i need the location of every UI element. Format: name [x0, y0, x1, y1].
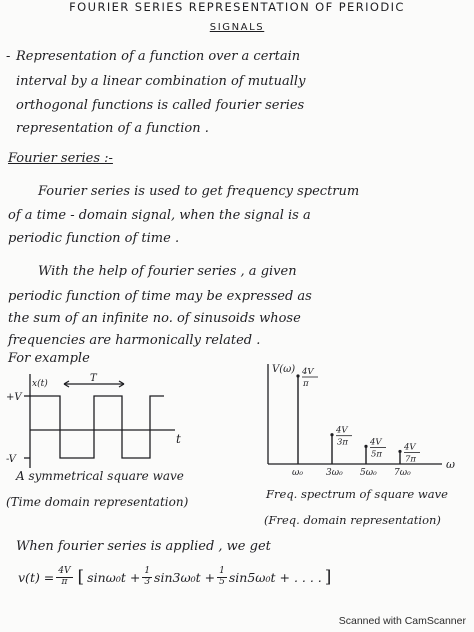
amplitude-label-den: 3π: [337, 437, 348, 448]
definition-bullet: -: [6, 49, 11, 64]
definition-line: Representation of a function over a certain: [16, 49, 301, 64]
page-subtitle: SIGNALS: [209, 22, 265, 33]
freq-plot-y-label: V(ω): [272, 364, 296, 375]
formula-term: sin3ω₀t +: [154, 569, 216, 585]
amplitude-label-num: 4V: [370, 437, 382, 448]
omega-tick-label: 3ω₀: [326, 468, 343, 478]
scanner-watermark: Scanned with CamScanner: [338, 615, 466, 627]
plus-v-label: +V: [6, 392, 22, 403]
amplitude-label-num: 4V: [404, 442, 416, 453]
freq-plot-caption: (Freq. domain representation): [264, 513, 441, 527]
amplitude-label-num: 4V: [336, 425, 348, 436]
formula-fraction: $\frac{1}{5}$: [219, 566, 225, 587]
page-title: FOURIER SERIES REPRESENTATION OF PERIODIC: [69, 0, 405, 14]
spectrum-line-tip: [296, 374, 299, 377]
fourier-series-heading: Fourier series :-: [8, 151, 113, 166]
formula-coefficient: $\frac{4V}{\pi}$: [58, 566, 71, 587]
formula-term: sin5ω₀t + . . . .: [228, 569, 322, 585]
omega-tick-label: 5ω₀: [360, 468, 377, 478]
amplitude-label-den: 5π: [371, 449, 382, 460]
definition-line: orthogonal functions is called fourier series: [16, 98, 305, 113]
paragraph-line: of a time - domain signal, when the signal is a: [8, 208, 311, 223]
formula-close-bracket: ]: [324, 567, 332, 587]
conclusion-text: When fourier series is applied , we get: [16, 539, 271, 554]
paragraph-line: periodic function of time .: [8, 231, 180, 246]
paragraph-line: Fourier series is used to get frequency spectrum: [38, 184, 360, 199]
spectrum-line-tip: [364, 445, 367, 448]
t-axis-label: t: [176, 432, 181, 446]
spectrum-line-tip: [330, 433, 333, 436]
definition-line: representation of a function .: [16, 121, 209, 136]
period-label: T: [90, 373, 97, 384]
amplitude-label-den: 7π: [405, 454, 416, 465]
formula-lhs: v(t) =: [18, 569, 55, 585]
example-figures: [0, 348, 474, 538]
square-wave-trace: [30, 396, 164, 458]
amplitude-label-den: π: [303, 379, 309, 389]
amplitude-label-num: 4V: [302, 367, 314, 377]
spectrum-line-tip: [398, 450, 401, 453]
paragraph-line: periodic function of time may be expressed as: [8, 289, 312, 304]
spectrum-lines: [292, 367, 420, 478]
fourier-formula: [18, 567, 334, 587]
minus-v-label: -V: [6, 454, 16, 465]
paragraph-line: frequencies are harmonically related .: [8, 333, 261, 348]
formula-open-bracket: [: [77, 567, 85, 587]
definition-line: interval by a linear combination of mutually: [16, 74, 306, 89]
time-plot-caption: A symmetrical square wave: [16, 469, 184, 483]
freq-plot-caption: Freq. spectrum of square wave: [266, 487, 448, 501]
paragraph-line: the sum of an infinite no. of sinusoids whose: [8, 311, 301, 326]
time-plot-y-label: x(t): [32, 379, 48, 389]
omega-axis-label: ω: [446, 458, 455, 471]
example-label: For example: [8, 351, 90, 366]
formula-fraction: $\frac{1}{3}$: [144, 566, 151, 587]
omega-tick-label: 7ω₀: [394, 468, 411, 478]
formula-term: sinω₀t +: [87, 569, 141, 585]
time-plot-caption: (Time domain representation): [6, 495, 189, 509]
paragraph-line: With the help of fourier series , a given: [38, 264, 297, 279]
omega-tick-label: ω₀: [292, 468, 303, 478]
figure-svg: [0, 348, 474, 538]
